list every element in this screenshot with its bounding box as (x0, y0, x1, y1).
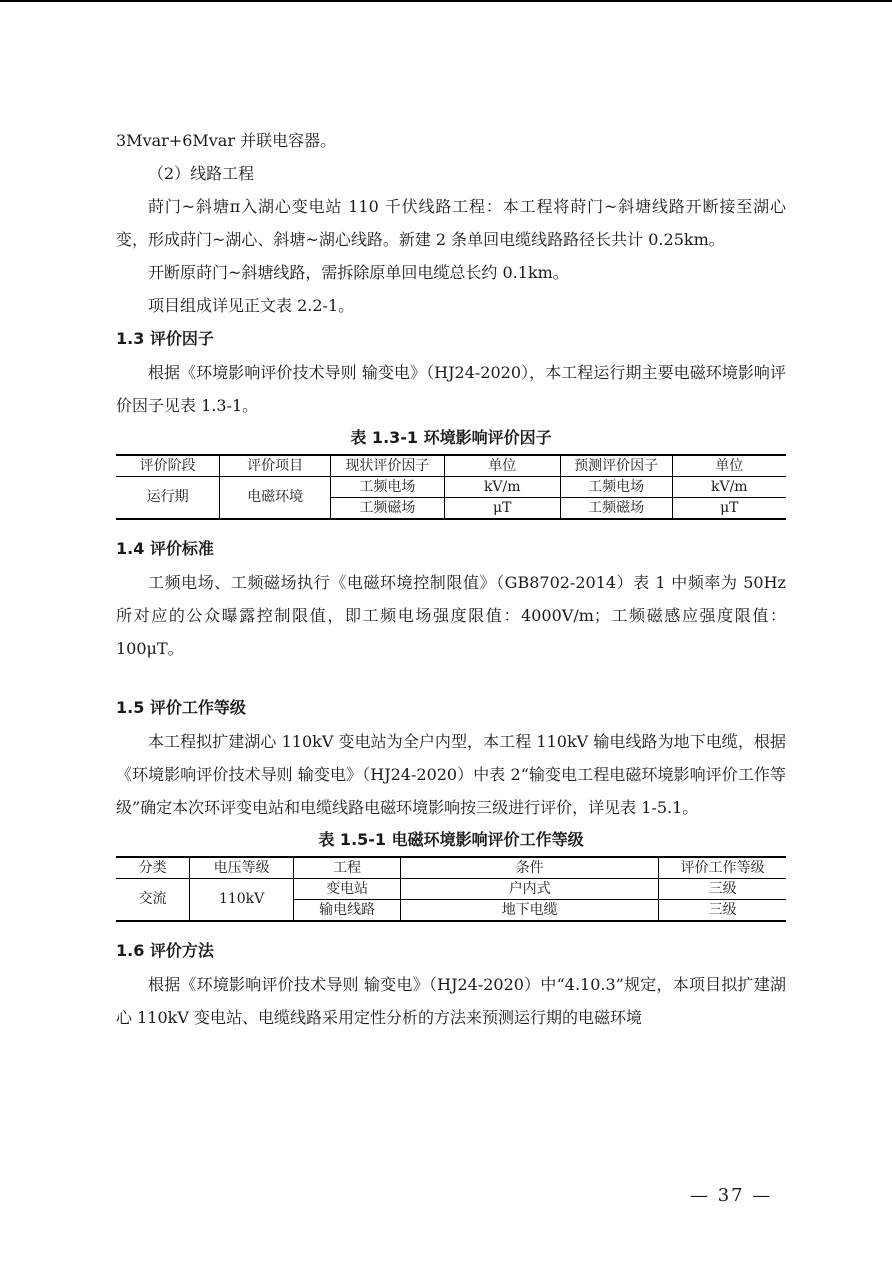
paragraph: 根据《环境影响评价技术导则 输变电》（HJ24-2020），本工程运行期主要电磁环境影响评价因子见表 1.3-1。 (116, 363, 786, 415)
table-header-cell: 分类 (116, 857, 190, 879)
table-cell: kV/m (672, 477, 786, 498)
table-header-cell: 单位 (672, 455, 786, 477)
table-cell: 工频磁场 (560, 498, 672, 520)
table-caption: 表 1.3-1 环境影响评价因子 (350, 428, 552, 447)
table-cell: 110kV (190, 879, 294, 922)
table-cell: 地下电缆 (401, 900, 659, 922)
table-cell: 工频电场 (330, 477, 444, 498)
paragraph: 项目组成详见正文表 2.2-1。 (148, 296, 355, 315)
table-cell: 三级 (659, 879, 786, 900)
evaluation-factor-table (116, 454, 786, 520)
table-header-cell: 预测评价因子 (560, 455, 672, 477)
table-header-cell: 评价项目 (220, 455, 331, 477)
paragraph: 莳门~斜塘π入湖心变电站 110 千伏线路工程：本工程将莳门~斜塘线路开断接至湖心变，形成莳门~湖心、斜塘~湖心线路。新建 2 条单回电缆线路路径长共计 0.25km。 (116, 197, 786, 249)
table-header-cell: 单位 (444, 455, 560, 477)
page-number: — 37 — (690, 1185, 773, 1206)
table-header-cell: 电压等级 (190, 857, 294, 879)
paragraph: 开断原莳门~斜塘线路，需拆除原单回电缆总长约 0.1km。 (148, 263, 569, 282)
paragraph: 3Mvar+6Mvar 并联电容器。 (116, 131, 337, 150)
table-header-cell: 工程 (294, 857, 401, 879)
table-header-cell: 现状评价因子 (330, 455, 444, 477)
table-header-row (116, 857, 786, 879)
top-border-line (0, 0, 892, 2)
table-cell: μT (444, 498, 560, 520)
paragraph: 根据《环境影响评价技术导则 输变电》（HJ24-2020）中“4.10.3”规定，本项目拟扩建湖心 110kV 变电站、电缆线路采用定性分析的方法来预测运行期的电磁环境 (116, 975, 786, 1027)
table-cell: 三级 (659, 900, 786, 922)
table-row (116, 477, 786, 498)
table-cell: 运行期 (116, 477, 220, 520)
table-cell: 工频电场 (560, 477, 672, 498)
paragraph: 本工程拟扩建湖心 110kV 变电站为全户内型，本工程 110kV 输电线路为地下电缆，根据《环境影响评价技术导则 输变电》（HJ24-2020）中表 2“输变电工程电磁环境影响评价工作等级”确定本次环评变电站和电缆线路电磁环境影响按三级进行评价，详见表 1-5.1。 (116, 732, 786, 817)
paragraph: 工频电场、工频磁场执行《电磁环境控制限值》（GB8702-2014）表 1 中频率为 50Hz 所对应的公众曝露控制限值，即工频电场强度限值：4000V/m；工频磁感应强度限值：100μT。 (116, 573, 786, 658)
table-row (116, 879, 786, 900)
section-heading-1-6: 1.6 评价方法 (116, 941, 214, 960)
section-heading-1-4: 1.4 评价标准 (116, 539, 214, 558)
section-heading-1-5: 1.5 评价工作等级 (116, 698, 246, 717)
table-cell: kV/m (444, 477, 560, 498)
table-header-row (116, 455, 786, 477)
table-cell: 电磁环境 (220, 477, 331, 520)
paragraph: （2）线路工程 (148, 164, 255, 183)
section-heading-1-3: 1.3 评价因子 (116, 329, 214, 348)
table-cell: 输电线路 (294, 900, 401, 922)
document-page (116, 124, 786, 1034)
table-cell: 交流 (116, 879, 190, 922)
table-cell: 工频磁场 (330, 498, 444, 520)
table-cell: 变电站 (294, 879, 401, 900)
evaluation-grade-table (116, 856, 786, 922)
table-caption: 表 1.5-1 电磁环境影响评价工作等级 (318, 830, 584, 849)
table-cell: μT (672, 498, 786, 520)
table-cell: 户内式 (401, 879, 659, 900)
table-header-cell: 评价工作等级 (659, 857, 786, 879)
table-header-cell: 评价阶段 (116, 455, 220, 477)
table-header-cell: 条件 (401, 857, 659, 879)
